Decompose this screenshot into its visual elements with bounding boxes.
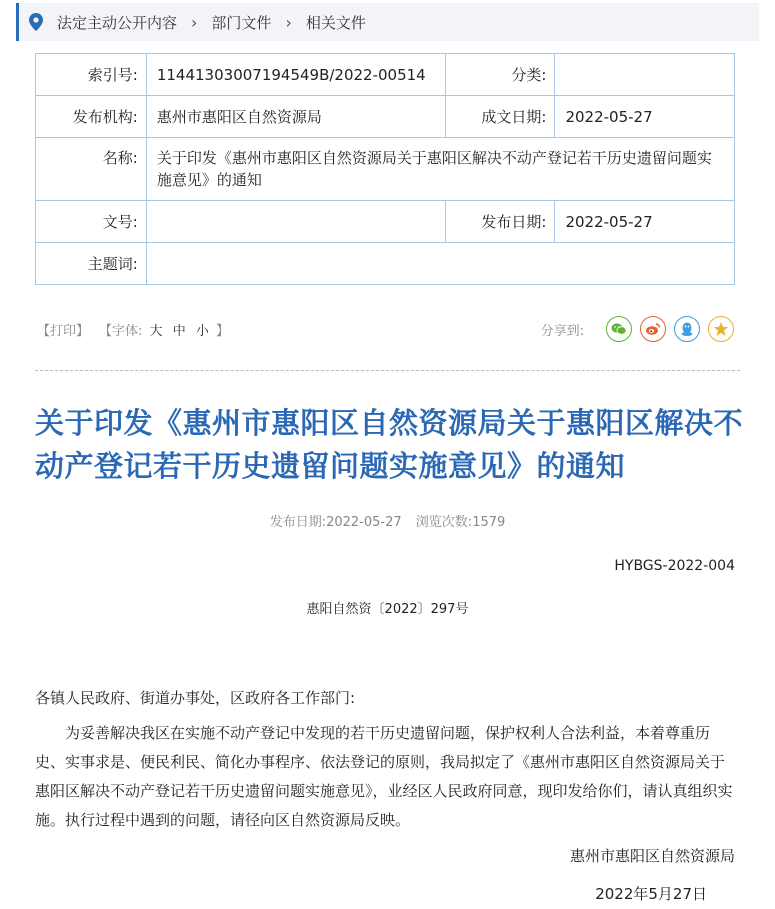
sign-date: 2022年5月27日 bbox=[595, 885, 707, 903]
qq-icon[interactable] bbox=[674, 316, 700, 342]
chevron-right-icon: › bbox=[285, 12, 292, 32]
salutation: 各镇人民政府、街道办事处，区政府各工作部门: bbox=[35, 689, 356, 707]
font-size-control bbox=[99, 320, 229, 339]
divider bbox=[35, 370, 740, 371]
wechat-icon[interactable] bbox=[606, 316, 632, 342]
article-body bbox=[35, 684, 735, 835]
font-size-label: 【字体: bbox=[99, 324, 143, 339]
font-medium-button[interactable]: 中 bbox=[172, 324, 186, 339]
breadcrumb bbox=[16, 3, 759, 41]
font-size-close: 】 bbox=[216, 324, 230, 339]
index-value: 11441303007194549B/2022-00514 bbox=[146, 54, 445, 96]
pub-date-value: 2022-05-27 bbox=[555, 201, 735, 243]
subject-value bbox=[146, 243, 734, 285]
document-metadata-table bbox=[35, 53, 735, 285]
font-large-button[interactable]: 大 bbox=[149, 324, 163, 339]
publisher-value: 惠州市惠阳区自然资源局 bbox=[146, 96, 445, 138]
category-value bbox=[555, 54, 735, 96]
breadcrumb-link-dept-files[interactable]: 部门文件 bbox=[211, 13, 272, 32]
view-count: 1579 bbox=[472, 515, 506, 530]
views-label: 浏览次数: bbox=[415, 515, 473, 530]
print-button[interactable]: 【打印】 bbox=[37, 324, 90, 339]
article-title: 关于印发《惠州市惠阳区自然资源局关于惠阳区解决不动产登记若干历史遗留问题实施意见》的通知 bbox=[35, 406, 744, 483]
pub-date: 2022-05-27 bbox=[326, 515, 402, 530]
share-label: 分享到: bbox=[540, 323, 584, 339]
publisher-label: 发布机构: bbox=[36, 96, 147, 138]
name-label: 名称: bbox=[36, 138, 147, 201]
body-paragraph: 为妥善解决我区在实施不动产登记中发现的若干历史遗留问题，保护权利人合法利益，本着尊重历史、实事求是、便民利民、简化办事程序、依法登记的原则，我局拟定了《惠州市惠阳区自然资源局关于惠阳区解决不动产登记若干历史遗留问题实施意见》，业经区人民政府同意，现印发给你们，请认真组织实施。执行过程中遇到的问题，请径向区自然资源局反映。 bbox=[35, 724, 733, 829]
chevron-right-icon: › bbox=[191, 12, 198, 32]
name-value: 关于印发《惠州市惠阳区自然资源局关于惠阳区解决不动产登记若干历史遗留问题实施意见》的通知 bbox=[146, 138, 734, 201]
written-date-value: 2022-05-27 bbox=[555, 96, 735, 138]
doc-no-value bbox=[146, 201, 445, 243]
weibo-icon[interactable] bbox=[640, 316, 666, 342]
pub-date-label: 发布日期: bbox=[445, 201, 555, 243]
publish-info bbox=[0, 511, 775, 530]
pub-date-label: 发布日期: bbox=[269, 515, 327, 530]
category-label: 分类: bbox=[445, 54, 555, 96]
subject-label: 主题词: bbox=[36, 243, 147, 285]
location-pin-icon bbox=[29, 13, 43, 31]
document-id: HYBGS-2022-004 bbox=[614, 558, 735, 574]
breadcrumb-link-related-files[interactable]: 相关文件 bbox=[305, 13, 366, 32]
signature: 惠州市惠阳区自然资源局 bbox=[569, 847, 735, 865]
index-label: 索引号: bbox=[36, 54, 147, 96]
qzone-icon[interactable] bbox=[708, 316, 734, 342]
doc-no-label: 文号: bbox=[36, 201, 147, 243]
share-bar bbox=[541, 316, 734, 342]
document-number: 惠阳自然资〔2022〕297号 bbox=[306, 602, 469, 617]
page-tools bbox=[37, 320, 229, 339]
written-date-label: 成文日期: bbox=[445, 96, 555, 138]
font-small-button[interactable]: 小 bbox=[195, 324, 209, 339]
breadcrumb-link-public-content[interactable]: 法定主动公开内容 bbox=[57, 13, 178, 32]
